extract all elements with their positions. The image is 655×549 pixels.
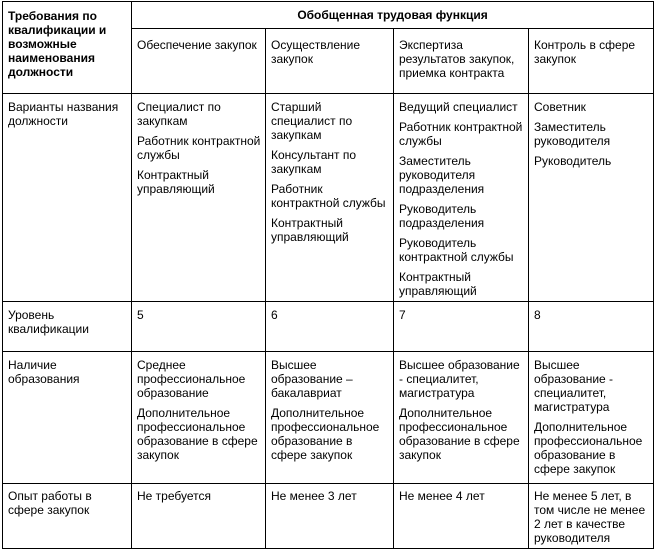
list-item: Ведущий специалист <box>399 100 518 114</box>
column-header-procurement-execution: Осуществление закупок <box>266 29 394 94</box>
cell-education-2 <box>266 352 394 484</box>
list-item: Руководитель <box>534 154 612 168</box>
cell-work-experience-2: Не менее 3 лет <box>266 484 394 549</box>
cell-qualification-level-3: 7 <box>394 302 529 352</box>
table-row-work-experience <box>3 484 654 549</box>
list-item: Советник <box>534 100 586 114</box>
list-item: Высшее образование - специалитет, магистратура <box>534 358 614 414</box>
row-label-education: Наличие образования <box>3 352 132 484</box>
list-item: Специалист по закупкам <box>137 100 221 128</box>
list-item: Контрактный управляющий <box>399 270 477 298</box>
list-item: Высшее образование – бакалавриат <box>271 358 353 400</box>
cell-work-experience-4: Не менее 5 лет, в том числе не менее 2 лет в качестве руководителя <box>529 484 654 549</box>
list-item: Консультант по закупкам <box>271 148 357 176</box>
column-header-procurement-control: Контроль в сфере закупок <box>529 29 654 94</box>
cell-position-names-4 <box>529 94 654 302</box>
cell-qualification-level-1: 5 <box>132 302 266 352</box>
column-header-expertise-acceptance: Экспертиза результатов закупок, приемка контракта <box>394 29 529 94</box>
list-item: Заместитель руководителя подразделения <box>399 154 485 196</box>
list-item: Работник контрактной службы <box>271 182 386 210</box>
list-item: Работник контрактной службы <box>137 134 261 162</box>
labor-function-header: Обобщенная трудовая функция <box>132 2 654 29</box>
list-item: Дополнительное профессиональное образование в сфере закупок <box>399 406 520 462</box>
list-item: Руководитель контрактной службы <box>399 236 514 264</box>
cell-education-3 <box>394 352 529 484</box>
list-item: Старший специалист по закупкам <box>271 100 353 142</box>
cell-qualification-level-4: 8 <box>529 302 654 352</box>
cell-work-experience-3: Не менее 4 лет <box>394 484 529 549</box>
list-item: Дополнительное профессиональное образование в сфере закупок <box>534 420 643 476</box>
cell-education-1 <box>132 352 266 484</box>
row-label-work-experience: Опыт работы в сфере закупок <box>3 484 132 549</box>
list-item: Руководитель подразделения <box>399 202 485 230</box>
requirements-header: Требования по квалификации и возможные наименования должности <box>3 2 132 94</box>
list-item: Контрактный управляющий <box>137 168 215 196</box>
cell-position-names-1 <box>132 94 266 302</box>
list-item: Дополнительное профессиональное образование в сфере закупок <box>271 406 380 462</box>
cell-qualification-level-2: 6 <box>266 302 394 352</box>
list-item: Контрактный управляющий <box>271 216 349 244</box>
cell-position-names-2 <box>266 94 394 302</box>
cell-work-experience-1: Не требуется <box>132 484 266 549</box>
list-item: Заместитель руководителя <box>534 120 611 148</box>
list-item: Работник контрактной службы <box>399 120 523 148</box>
row-label-position-names: Варианты названия должности <box>3 94 132 302</box>
table-row-position-names <box>3 94 654 302</box>
table-row-education <box>3 352 654 484</box>
qualification-table <box>2 1 654 549</box>
cell-education-4 <box>529 352 654 484</box>
row-label-qualification-level: Уровень квалификации <box>3 302 132 352</box>
list-item: Среднее профессиональное образование <box>137 358 246 400</box>
list-item: Высшее образование - специалитет, магистратура <box>399 358 520 400</box>
table-row-qualification-level <box>3 302 654 352</box>
cell-position-names-3 <box>394 94 529 302</box>
list-item: Дополнительное профессиональное образование в сфере закупок <box>137 406 258 462</box>
column-header-procurement-support: Обеспечение закупок <box>132 29 266 94</box>
